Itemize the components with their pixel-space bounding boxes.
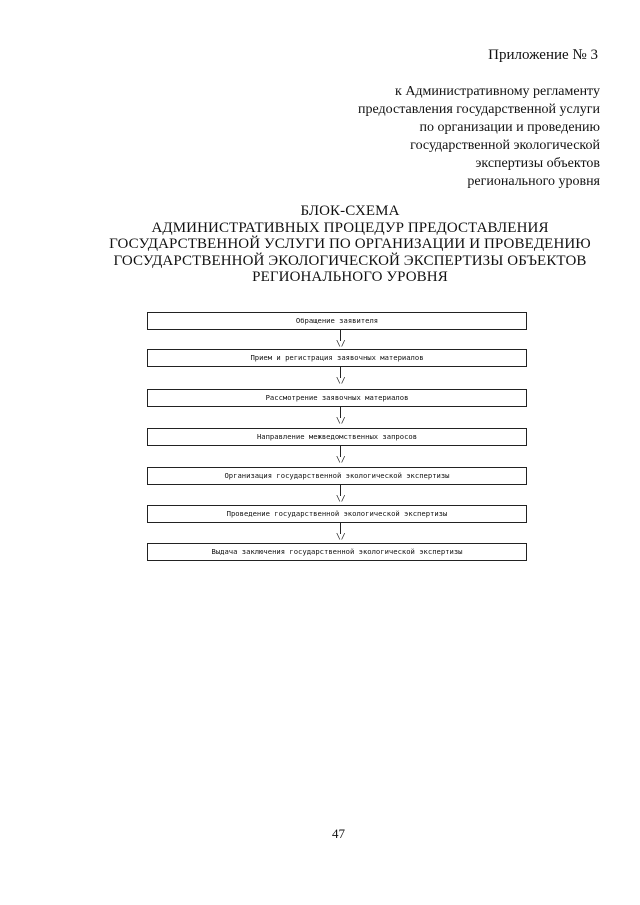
reference-line: к Административному регламенту [395,84,600,99]
arrow-down-icon: \/ [331,330,351,351]
regulation-reference [300,83,600,191]
arrow-down-icon: \/ [331,523,351,544]
title-line: ГОСУДАРСТВЕННОЙ ЭКОЛОГИЧЕСКОЙ ЭКСПЕРТИЗЫ ОБЪЕКТОВ [113,252,587,269]
step-expertise-conduct: Проведение государственной экологической экспертизы [147,505,527,523]
title-line: ГОСУДАРСТВЕННОЙ УСЛУГИ ПО ОРГАНИЗАЦИИ И ПРОВЕДЕНИЮ [109,236,591,252]
arrow-down-icon: \/ [331,446,351,467]
reference-line: по организации и проведению [419,120,600,135]
page-number: 47 [332,826,345,841]
step-applicant-request: Обращение заявителя [147,312,527,330]
title-line: РЕГИОНАЛЬНОГО УРОВНЯ [252,269,448,285]
step-review-materials: Рассмотрение заявочных материалов [147,389,527,407]
arrow-down-icon: \/ [331,407,351,428]
reference-line: государственной экологической [410,138,600,153]
step-conclusion-issuance: Выдача заключения государственной экологической экспертизы [147,543,527,561]
reference-line: регионального уровня [467,174,600,189]
title-line: АДМИНИСТРАТИВНЫХ ПРОЦЕДУР ПРЕДОСТАВЛЕНИЯ [151,219,549,236]
reference-line: предоставления государственной услуги [358,102,600,117]
step-reception-registration: Прием и регистрация заявочных материалов [147,349,527,367]
step-expertise-organization: Организация государственной экологической экспертизы [147,467,527,485]
appendix-number: Приложение № 3 [488,47,598,63]
title-line: БЛОК-СХЕМА [300,203,400,219]
reference-line: экспертизы объектов [475,156,600,171]
document-title [100,203,600,286]
arrow-down-icon: \/ [331,367,351,388]
step-interagency-requests: Направление межведомственных запросов [147,428,527,446]
arrow-down-icon: \/ [331,485,351,506]
